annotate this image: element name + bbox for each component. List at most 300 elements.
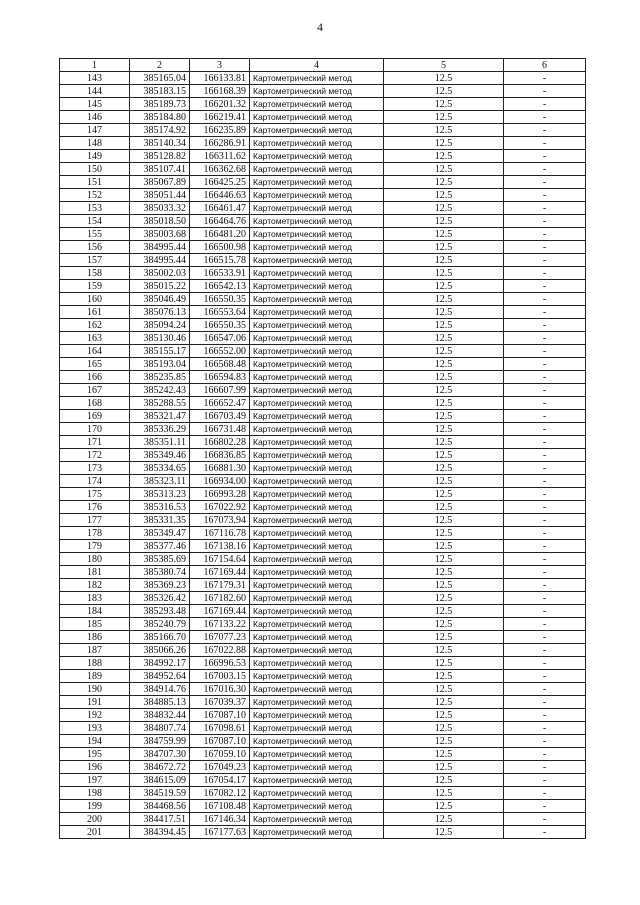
note-cell: - bbox=[504, 592, 586, 605]
column-header: 2 bbox=[130, 59, 190, 72]
point-number-cell: 143 bbox=[60, 72, 130, 85]
y-coordinate-cell: 166993.28 bbox=[190, 488, 250, 501]
x-coordinate-cell: 385066.26 bbox=[130, 644, 190, 657]
table-row bbox=[60, 189, 586, 202]
y-coordinate-cell: 167016.30 bbox=[190, 683, 250, 696]
table-row bbox=[60, 358, 586, 371]
point-number-cell: 201 bbox=[60, 826, 130, 839]
point-number-cell: 164 bbox=[60, 345, 130, 358]
point-number-cell: 167 bbox=[60, 384, 130, 397]
point-number-cell: 147 bbox=[60, 124, 130, 137]
accuracy-cell: 12.5 bbox=[384, 488, 504, 501]
accuracy-cell: 12.5 bbox=[384, 436, 504, 449]
note-cell: - bbox=[504, 306, 586, 319]
y-coordinate-cell: 166362.68 bbox=[190, 163, 250, 176]
accuracy-cell: 12.5 bbox=[384, 267, 504, 280]
method-cell: Картометрический метод bbox=[250, 358, 384, 371]
x-coordinate-cell: 385385.69 bbox=[130, 553, 190, 566]
note-cell: - bbox=[504, 631, 586, 644]
x-coordinate-cell: 385235.85 bbox=[130, 371, 190, 384]
x-coordinate-cell: 385193.04 bbox=[130, 358, 190, 371]
y-coordinate-cell: 166996.53 bbox=[190, 657, 250, 670]
point-number-cell: 163 bbox=[60, 332, 130, 345]
method-cell: Картометрический метод bbox=[250, 657, 384, 670]
x-coordinate-cell: 384417.51 bbox=[130, 813, 190, 826]
table-row bbox=[60, 761, 586, 774]
y-coordinate-cell: 167169.44 bbox=[190, 566, 250, 579]
accuracy-cell: 12.5 bbox=[384, 540, 504, 553]
x-coordinate-cell: 384995.44 bbox=[130, 241, 190, 254]
x-coordinate-cell: 384992.17 bbox=[130, 657, 190, 670]
accuracy-cell: 12.5 bbox=[384, 345, 504, 358]
point-number-cell: 149 bbox=[60, 150, 130, 163]
table-row bbox=[60, 85, 586, 98]
method-cell: Картометрический метод bbox=[250, 488, 384, 501]
accuracy-cell: 12.5 bbox=[384, 254, 504, 267]
y-coordinate-cell: 167087.10 bbox=[190, 735, 250, 748]
column-header: 3 bbox=[190, 59, 250, 72]
note-cell: - bbox=[504, 566, 586, 579]
y-coordinate-cell: 166133.81 bbox=[190, 72, 250, 85]
point-number-cell: 165 bbox=[60, 358, 130, 371]
note-cell: - bbox=[504, 683, 586, 696]
x-coordinate-cell: 385321.47 bbox=[130, 410, 190, 423]
x-coordinate-cell: 385015.22 bbox=[130, 280, 190, 293]
point-number-cell: 198 bbox=[60, 787, 130, 800]
table-row bbox=[60, 397, 586, 410]
y-coordinate-cell: 167133.22 bbox=[190, 618, 250, 631]
x-coordinate-cell: 385174.92 bbox=[130, 124, 190, 137]
y-coordinate-cell: 167108.48 bbox=[190, 800, 250, 813]
note-cell: - bbox=[504, 111, 586, 124]
accuracy-cell: 12.5 bbox=[384, 514, 504, 527]
x-coordinate-cell: 385189.73 bbox=[130, 98, 190, 111]
accuracy-cell: 12.5 bbox=[384, 163, 504, 176]
y-coordinate-cell: 166542.13 bbox=[190, 280, 250, 293]
note-cell: - bbox=[504, 514, 586, 527]
accuracy-cell: 12.5 bbox=[384, 709, 504, 722]
accuracy-cell: 12.5 bbox=[384, 137, 504, 150]
note-cell: - bbox=[504, 371, 586, 384]
accuracy-cell: 12.5 bbox=[384, 410, 504, 423]
table-row bbox=[60, 98, 586, 111]
point-number-cell: 176 bbox=[60, 501, 130, 514]
method-cell: Картометрический метод bbox=[250, 787, 384, 800]
table-row bbox=[60, 306, 586, 319]
x-coordinate-cell: 384468.56 bbox=[130, 800, 190, 813]
point-number-cell: 159 bbox=[60, 280, 130, 293]
method-cell: Картометрический метод bbox=[250, 423, 384, 436]
column-header: 4 bbox=[250, 59, 384, 72]
note-cell: - bbox=[504, 462, 586, 475]
point-number-cell: 168 bbox=[60, 397, 130, 410]
x-coordinate-cell: 385288.55 bbox=[130, 397, 190, 410]
y-coordinate-cell: 167059.10 bbox=[190, 748, 250, 761]
table-row bbox=[60, 436, 586, 449]
x-coordinate-cell: 385349.47 bbox=[130, 527, 190, 540]
note-cell: - bbox=[504, 800, 586, 813]
y-coordinate-cell: 166836.85 bbox=[190, 449, 250, 462]
column-header: 1 bbox=[60, 59, 130, 72]
method-cell: Картометрический метод bbox=[250, 774, 384, 787]
note-cell: - bbox=[504, 605, 586, 618]
x-coordinate-cell: 384394.45 bbox=[130, 826, 190, 839]
table-row bbox=[60, 605, 586, 618]
y-coordinate-cell: 167022.88 bbox=[190, 644, 250, 657]
column-header: 6 bbox=[504, 59, 586, 72]
point-number-cell: 152 bbox=[60, 189, 130, 202]
table-row bbox=[60, 124, 586, 137]
method-cell: Картометрический метод bbox=[250, 566, 384, 579]
y-coordinate-cell: 166464.76 bbox=[190, 215, 250, 228]
table-row bbox=[60, 553, 586, 566]
point-number-cell: 184 bbox=[60, 605, 130, 618]
point-number-cell: 177 bbox=[60, 514, 130, 527]
note-cell: - bbox=[504, 436, 586, 449]
table-row bbox=[60, 410, 586, 423]
y-coordinate-cell: 167054.17 bbox=[190, 774, 250, 787]
table-row bbox=[60, 228, 586, 241]
accuracy-cell: 12.5 bbox=[384, 462, 504, 475]
y-coordinate-cell: 166515.78 bbox=[190, 254, 250, 267]
note-cell: - bbox=[504, 345, 586, 358]
y-coordinate-cell: 166461.47 bbox=[190, 202, 250, 215]
point-number-cell: 199 bbox=[60, 800, 130, 813]
x-coordinate-cell: 385130.46 bbox=[130, 332, 190, 345]
table-row bbox=[60, 813, 586, 826]
table-row bbox=[60, 748, 586, 761]
note-cell: - bbox=[504, 241, 586, 254]
table-row bbox=[60, 683, 586, 696]
x-coordinate-cell: 385293.48 bbox=[130, 605, 190, 618]
method-cell: Картометрический метод bbox=[250, 241, 384, 254]
x-coordinate-cell: 385002.03 bbox=[130, 267, 190, 280]
point-number-cell: 148 bbox=[60, 137, 130, 150]
table-row bbox=[60, 280, 586, 293]
note-cell: - bbox=[504, 722, 586, 735]
note-cell: - bbox=[504, 397, 586, 410]
accuracy-cell: 12.5 bbox=[384, 228, 504, 241]
x-coordinate-cell: 384707.30 bbox=[130, 748, 190, 761]
accuracy-cell: 12.5 bbox=[384, 501, 504, 514]
y-coordinate-cell: 167138.16 bbox=[190, 540, 250, 553]
note-cell: - bbox=[504, 85, 586, 98]
note-cell: - bbox=[504, 137, 586, 150]
note-cell: - bbox=[504, 189, 586, 202]
method-cell: Картометрический метод bbox=[250, 748, 384, 761]
table-row bbox=[60, 735, 586, 748]
note-cell: - bbox=[504, 618, 586, 631]
x-coordinate-cell: 384952.64 bbox=[130, 670, 190, 683]
method-cell: Картометрический метод bbox=[250, 579, 384, 592]
method-cell: Картометрический метод bbox=[250, 670, 384, 683]
method-cell: Картометрический метод bbox=[250, 462, 384, 475]
method-cell: Картометрический метод bbox=[250, 410, 384, 423]
table-row bbox=[60, 800, 586, 813]
note-cell: - bbox=[504, 709, 586, 722]
point-number-cell: 187 bbox=[60, 644, 130, 657]
table-row bbox=[60, 618, 586, 631]
x-coordinate-cell: 385380.74 bbox=[130, 566, 190, 579]
point-number-cell: 156 bbox=[60, 241, 130, 254]
accuracy-cell: 12.5 bbox=[384, 85, 504, 98]
table-row bbox=[60, 345, 586, 358]
x-coordinate-cell: 385155.17 bbox=[130, 345, 190, 358]
y-coordinate-cell: 166934.00 bbox=[190, 475, 250, 488]
accuracy-cell: 12.5 bbox=[384, 111, 504, 124]
x-coordinate-cell: 385140.34 bbox=[130, 137, 190, 150]
y-coordinate-cell: 167082.12 bbox=[190, 787, 250, 800]
method-cell: Картометрический метод bbox=[250, 527, 384, 540]
coordinates-table bbox=[59, 58, 586, 839]
note-cell: - bbox=[504, 319, 586, 332]
method-cell: Картометрический метод bbox=[250, 826, 384, 839]
accuracy-cell: 12.5 bbox=[384, 475, 504, 488]
x-coordinate-cell: 384914.76 bbox=[130, 683, 190, 696]
table-row bbox=[60, 774, 586, 787]
table-row bbox=[60, 449, 586, 462]
point-number-cell: 158 bbox=[60, 267, 130, 280]
note-cell: - bbox=[504, 150, 586, 163]
method-cell: Картометрический метод bbox=[250, 280, 384, 293]
table-row bbox=[60, 384, 586, 397]
note-cell: - bbox=[504, 553, 586, 566]
accuracy-cell: 12.5 bbox=[384, 189, 504, 202]
note-cell: - bbox=[504, 384, 586, 397]
x-coordinate-cell: 385018.50 bbox=[130, 215, 190, 228]
table-row bbox=[60, 267, 586, 280]
x-coordinate-cell: 385184.80 bbox=[130, 111, 190, 124]
note-cell: - bbox=[504, 267, 586, 280]
y-coordinate-cell: 167169.44 bbox=[190, 605, 250, 618]
point-number-cell: 189 bbox=[60, 670, 130, 683]
y-coordinate-cell: 166481.20 bbox=[190, 228, 250, 241]
table-row bbox=[60, 527, 586, 540]
point-number-cell: 182 bbox=[60, 579, 130, 592]
point-number-cell: 191 bbox=[60, 696, 130, 709]
method-cell: Картометрический метод bbox=[250, 137, 384, 150]
point-number-cell: 157 bbox=[60, 254, 130, 267]
x-coordinate-cell: 384759.99 bbox=[130, 735, 190, 748]
table-row bbox=[60, 579, 586, 592]
y-coordinate-cell: 166547.06 bbox=[190, 332, 250, 345]
point-number-cell: 188 bbox=[60, 657, 130, 670]
method-cell: Картометрический метод bbox=[250, 332, 384, 345]
table-row bbox=[60, 709, 586, 722]
y-coordinate-cell: 167077.23 bbox=[190, 631, 250, 644]
note-cell: - bbox=[504, 98, 586, 111]
accuracy-cell: 12.5 bbox=[384, 397, 504, 410]
y-coordinate-cell: 166594.83 bbox=[190, 371, 250, 384]
x-coordinate-cell: 385351.11 bbox=[130, 436, 190, 449]
point-number-cell: 195 bbox=[60, 748, 130, 761]
point-number-cell: 155 bbox=[60, 228, 130, 241]
note-cell: - bbox=[504, 761, 586, 774]
method-cell: Картометрический метод bbox=[250, 319, 384, 332]
point-number-cell: 174 bbox=[60, 475, 130, 488]
x-coordinate-cell: 384672.72 bbox=[130, 761, 190, 774]
note-cell: - bbox=[504, 735, 586, 748]
point-number-cell: 175 bbox=[60, 488, 130, 501]
table-row bbox=[60, 202, 586, 215]
accuracy-cell: 12.5 bbox=[384, 696, 504, 709]
x-coordinate-cell: 385033.32 bbox=[130, 202, 190, 215]
method-cell: Картометрический метод bbox=[250, 514, 384, 527]
x-coordinate-cell: 385076.13 bbox=[130, 306, 190, 319]
table-row bbox=[60, 787, 586, 800]
x-coordinate-cell: 385165.04 bbox=[130, 72, 190, 85]
method-cell: Картометрический метод bbox=[250, 72, 384, 85]
x-coordinate-cell: 384519.59 bbox=[130, 787, 190, 800]
note-cell: - bbox=[504, 228, 586, 241]
note-cell: - bbox=[504, 501, 586, 514]
method-cell: Картометрический метод bbox=[250, 293, 384, 306]
accuracy-cell: 12.5 bbox=[384, 787, 504, 800]
table-row bbox=[60, 670, 586, 683]
table-body bbox=[60, 72, 586, 839]
note-cell: - bbox=[504, 540, 586, 553]
method-cell: Картометрический метод bbox=[250, 228, 384, 241]
accuracy-cell: 12.5 bbox=[384, 319, 504, 332]
y-coordinate-cell: 166550.35 bbox=[190, 319, 250, 332]
column-header: 5 bbox=[384, 59, 504, 72]
accuracy-cell: 12.5 bbox=[384, 657, 504, 670]
note-cell: - bbox=[504, 527, 586, 540]
accuracy-cell: 12.5 bbox=[384, 371, 504, 384]
point-number-cell: 162 bbox=[60, 319, 130, 332]
y-coordinate-cell: 166533.91 bbox=[190, 267, 250, 280]
note-cell: - bbox=[504, 787, 586, 800]
note-cell: - bbox=[504, 449, 586, 462]
accuracy-cell: 12.5 bbox=[384, 553, 504, 566]
accuracy-cell: 12.5 bbox=[384, 761, 504, 774]
y-coordinate-cell: 167179.31 bbox=[190, 579, 250, 592]
note-cell: - bbox=[504, 696, 586, 709]
note-cell: - bbox=[504, 423, 586, 436]
table-row bbox=[60, 332, 586, 345]
method-cell: Картометрический метод bbox=[250, 449, 384, 462]
accuracy-cell: 12.5 bbox=[384, 332, 504, 345]
accuracy-cell: 12.5 bbox=[384, 72, 504, 85]
method-cell: Картометрический метод bbox=[250, 501, 384, 514]
note-cell: - bbox=[504, 176, 586, 189]
point-number-cell: 179 bbox=[60, 540, 130, 553]
accuracy-cell: 12.5 bbox=[384, 449, 504, 462]
x-coordinate-cell: 385349.46 bbox=[130, 449, 190, 462]
accuracy-cell: 12.5 bbox=[384, 150, 504, 163]
y-coordinate-cell: 167146.34 bbox=[190, 813, 250, 826]
method-cell: Картометрический метод bbox=[250, 553, 384, 566]
method-cell: Картометрический метод bbox=[250, 722, 384, 735]
point-number-cell: 173 bbox=[60, 462, 130, 475]
table-row bbox=[60, 488, 586, 501]
table-row bbox=[60, 319, 586, 332]
x-coordinate-cell: 384807.74 bbox=[130, 722, 190, 735]
y-coordinate-cell: 167003.15 bbox=[190, 670, 250, 683]
y-coordinate-cell: 166168.39 bbox=[190, 85, 250, 98]
method-cell: Картометрический метод bbox=[250, 150, 384, 163]
accuracy-cell: 12.5 bbox=[384, 618, 504, 631]
note-cell: - bbox=[504, 215, 586, 228]
method-cell: Картометрический метод bbox=[250, 618, 384, 631]
accuracy-cell: 12.5 bbox=[384, 774, 504, 787]
accuracy-cell: 12.5 bbox=[384, 631, 504, 644]
x-coordinate-cell: 385094.24 bbox=[130, 319, 190, 332]
y-coordinate-cell: 167087.10 bbox=[190, 709, 250, 722]
table-row bbox=[60, 293, 586, 306]
accuracy-cell: 12.5 bbox=[384, 813, 504, 826]
point-number-cell: 194 bbox=[60, 735, 130, 748]
y-coordinate-cell: 166425.25 bbox=[190, 176, 250, 189]
y-coordinate-cell: 166703.49 bbox=[190, 410, 250, 423]
method-cell: Картометрический метод bbox=[250, 189, 384, 202]
method-cell: Картометрический метод bbox=[250, 540, 384, 553]
method-cell: Картометрический метод bbox=[250, 306, 384, 319]
note-cell: - bbox=[504, 280, 586, 293]
point-number-cell: 160 bbox=[60, 293, 130, 306]
table-row bbox=[60, 644, 586, 657]
method-cell: Картометрический метод bbox=[250, 371, 384, 384]
y-coordinate-cell: 167039.37 bbox=[190, 696, 250, 709]
method-cell: Картометрический метод bbox=[250, 163, 384, 176]
accuracy-cell: 12.5 bbox=[384, 176, 504, 189]
table-row bbox=[60, 163, 586, 176]
method-cell: Картометрический метод bbox=[250, 436, 384, 449]
table-header-row bbox=[60, 59, 586, 72]
table-row bbox=[60, 111, 586, 124]
method-cell: Картометрический метод bbox=[250, 384, 384, 397]
note-cell: - bbox=[504, 748, 586, 761]
point-number-cell: 166 bbox=[60, 371, 130, 384]
x-coordinate-cell: 385336.29 bbox=[130, 423, 190, 436]
y-coordinate-cell: 167073.94 bbox=[190, 514, 250, 527]
method-cell: Картометрический метод bbox=[250, 592, 384, 605]
x-coordinate-cell: 384832.44 bbox=[130, 709, 190, 722]
accuracy-cell: 12.5 bbox=[384, 423, 504, 436]
accuracy-cell: 12.5 bbox=[384, 358, 504, 371]
table-row bbox=[60, 631, 586, 644]
method-cell: Картометрический метод bbox=[250, 761, 384, 774]
accuracy-cell: 12.5 bbox=[384, 384, 504, 397]
note-cell: - bbox=[504, 332, 586, 345]
method-cell: Картометрический метод bbox=[250, 345, 384, 358]
method-cell: Картометрический метод bbox=[250, 111, 384, 124]
accuracy-cell: 12.5 bbox=[384, 722, 504, 735]
method-cell: Картометрический метод bbox=[250, 644, 384, 657]
method-cell: Картометрический метод bbox=[250, 475, 384, 488]
y-coordinate-cell: 166219.41 bbox=[190, 111, 250, 124]
note-cell: - bbox=[504, 254, 586, 267]
y-coordinate-cell: 166552.00 bbox=[190, 345, 250, 358]
method-cell: Картометрический метод bbox=[250, 85, 384, 98]
y-coordinate-cell: 166235.89 bbox=[190, 124, 250, 137]
y-coordinate-cell: 166607.99 bbox=[190, 384, 250, 397]
table-row bbox=[60, 566, 586, 579]
point-number-cell: 145 bbox=[60, 98, 130, 111]
point-number-cell: 200 bbox=[60, 813, 130, 826]
point-number-cell: 144 bbox=[60, 85, 130, 98]
accuracy-cell: 12.5 bbox=[384, 124, 504, 137]
y-coordinate-cell: 167177.63 bbox=[190, 826, 250, 839]
x-coordinate-cell: 385183.15 bbox=[130, 85, 190, 98]
x-coordinate-cell: 384995.44 bbox=[130, 254, 190, 267]
accuracy-cell: 12.5 bbox=[384, 293, 504, 306]
note-cell: - bbox=[504, 410, 586, 423]
point-number-cell: 171 bbox=[60, 436, 130, 449]
note-cell: - bbox=[504, 163, 586, 176]
method-cell: Картометрический метод bbox=[250, 800, 384, 813]
y-coordinate-cell: 166201.32 bbox=[190, 98, 250, 111]
